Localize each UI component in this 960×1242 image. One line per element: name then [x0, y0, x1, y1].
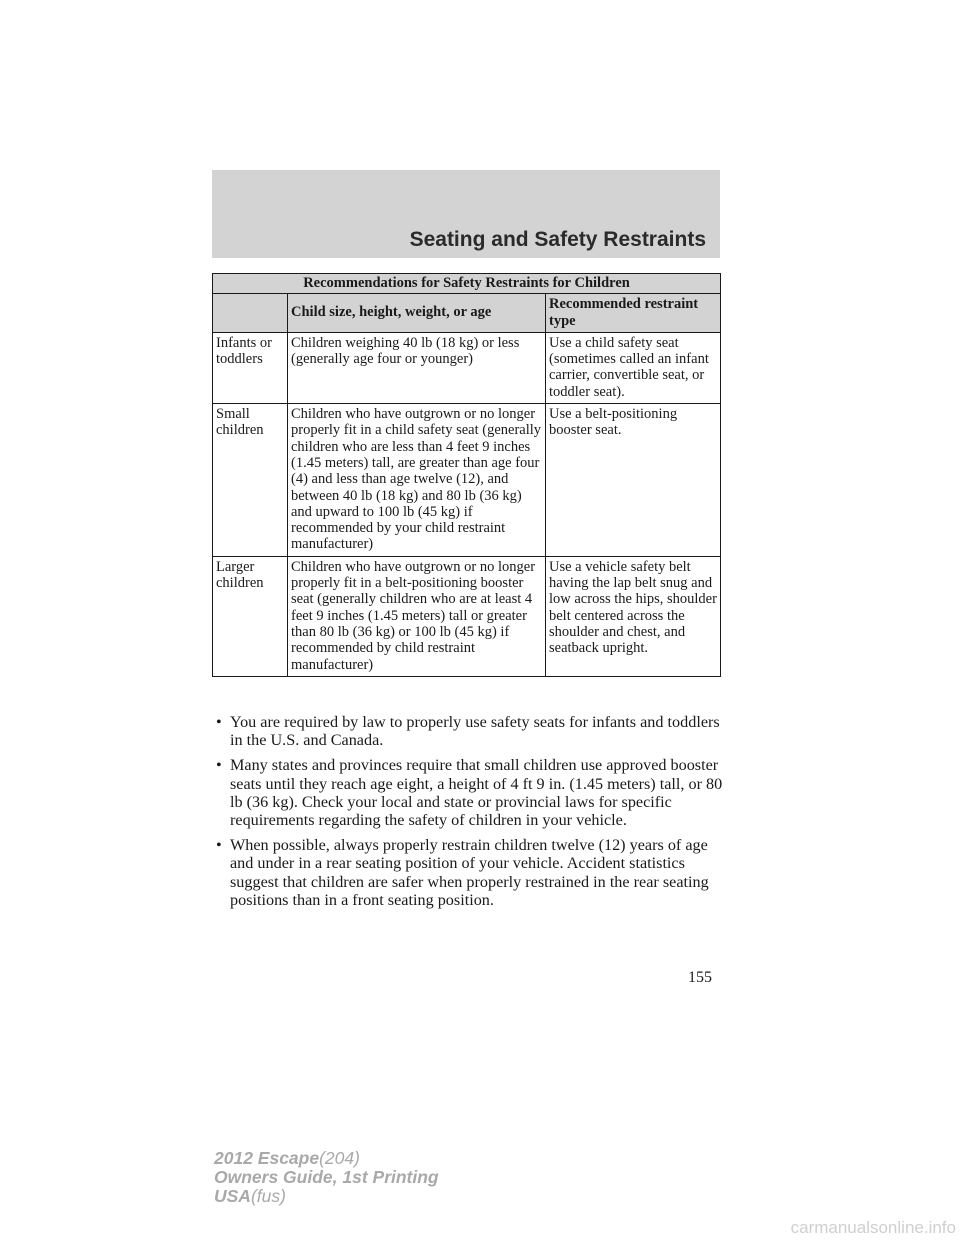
footer-line-2	[214, 1168, 439, 1187]
row-restraint: Use a child safety seat (sometimes called an infant carrier, convertible seat, or toddler seat).	[546, 332, 721, 403]
footer-market-code: (fus)	[250, 1186, 286, 1206]
row-restraint: Use a belt-positioning booster seat.	[546, 404, 721, 557]
bullet-item	[216, 713, 726, 749]
row-category: Small children	[213, 404, 288, 557]
column-header-category	[213, 294, 288, 333]
bullet-item	[216, 836, 726, 909]
row-size: Children weighing 40 lb (18 kg) or less (generally age four or younger)	[288, 332, 546, 403]
bullet-list	[216, 713, 726, 916]
row-category: Infants or toddlers	[213, 332, 288, 403]
table-caption-row	[213, 274, 721, 294]
column-header-restraint: Recommended restraint type	[546, 294, 721, 333]
footer-market: USA	[214, 1186, 251, 1206]
page-number: 155	[688, 969, 712, 986]
section-title: Seating and Safety Restraints	[409, 228, 706, 251]
row-category: Larger children	[213, 556, 288, 676]
footer-printing: Owners Guide, 1st Printing	[214, 1167, 439, 1187]
footer-line-3	[214, 1187, 439, 1206]
bullet-symbol: •	[216, 756, 222, 775]
footer-model: 2012 Escape	[214, 1148, 320, 1168]
section-header-band	[212, 170, 720, 258]
row-restraint: Use a vehicle safety belt having the lap belt snug and low across the hips, shoulder belt centered across the shoulder and chest, and seatback upright.	[546, 556, 721, 676]
table-row	[213, 332, 721, 403]
bullet-symbol: •	[216, 713, 222, 731]
bullet-item	[216, 756, 726, 829]
bullet-symbol: •	[216, 836, 222, 855]
bullet-text: Many states and provinces require that small children use approved booster seats until they reach age eight, a height of 4 ft 9 in. (1.45 meters) tall, or 80 lb (36 kg). Check your local and state or provincial laws for specific requirements regarding the safety of children in your vehicle.	[230, 756, 723, 830]
row-size: Children who have outgrown or no longer properly fit in a belt-positioning booster seat (generally children who are at least 4 feet 9 inches (1.45 meters) tall or greater than 80 lb (36 kg) or 100 lb (45 kg) if recommended by child restraint manufacturer)	[288, 556, 546, 676]
table-header-row	[213, 294, 721, 333]
bullet-text: When possible, always properly restrain children twelve (12) years of age and under in a rear seating position of your vehicle. Accident statistics suggest that children are safer when properly restrained in the rear seating positions than in a front seating position.	[230, 836, 709, 909]
restraints-table	[212, 273, 721, 677]
bullet-text: You are required by law to properly use safety seats for infants and toddlers in the U.S. and Canada.	[230, 713, 720, 750]
table-caption: Recommendations for Safety Restraints for Children	[213, 274, 721, 294]
footer-model-code: (204)	[319, 1148, 360, 1168]
row-size: Children who have outgrown or no longer properly fit in a child safety seat (generally children who are less than 4 feet 9 inches (1.45 meters) tall, are greater than age four (4) and less than age twelve (12), and between 40 lb (18 kg) and 80 lb (36 kg) and upward to 100 lb (45 kg) if recommended by your child restraint manufacturer)	[288, 404, 546, 557]
table-row	[213, 556, 721, 676]
watermark-link[interactable]: carmanualsonline.info	[790, 1218, 956, 1237]
footer-line-1	[214, 1149, 439, 1168]
table-row	[213, 404, 721, 557]
print-footer	[214, 1149, 439, 1206]
column-header-size: Child size, height, weight, or age	[288, 294, 546, 333]
